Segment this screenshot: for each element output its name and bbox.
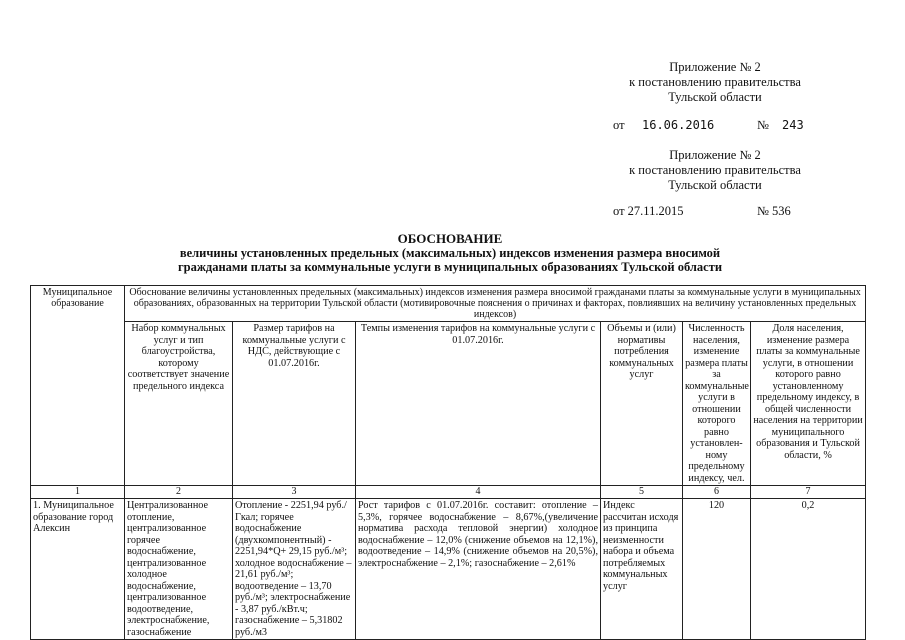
order-original-date-line: от 27.11.2015 [613,204,684,218]
header-share: Доля населения, изменение размера платы за коммунальные услуги, в отношении которого равно установленному предельному индексу, в общей численности населения на территории муниципального образования и Тульской области, % [751,322,866,486]
document-title [150,232,750,274]
cell-population: 120 [683,499,751,640]
appendix-current-line3: Тульской области [668,90,762,104]
header-group-justification: Обоснование величины установленных предельных (максимальных) индексов изменения размера вносимой гражданами платы за коммунальные услуги в муниципальных образованиях, образованных на территории Тульской области (мотивировочные пояснения о причинах и факторах, повлиявших на величину установленных предельных индексов) [125,286,866,322]
appendix-original-line3: Тульской области [668,178,762,192]
title-line3: гражданами платы за коммунальные услуги в муниципальных образованиях Тульской области [177,260,723,274]
appendix-original-line1: Приложение № 2 [669,148,761,162]
cell-services: Централизованное отопление, централизованное горячее водоснабжение, централизованное холодное водоснабжение, централизованное водоотведение, электроснабжение, газоснабжение [125,499,233,640]
appendix-current-block [590,60,840,105]
header-rates: Темпы изменения тарифов на коммунальные услуги с 01.07.2016г. [356,322,601,486]
cell-volumes: Индекс рассчитан исходя из принципа неизменности набора и объема потребляемых коммунальных услуг [601,499,683,640]
cell-tariffs: Отопление - 2251,94 руб./Гкал; горячее водоснабжение (двухкомпонентный) - 2251,94*Q+ 29,15 руб./м³; холодное водоснабжение – 21,61 руб./м³; водоотведение – 13,70 руб./м³; электроснабжение - 3,87 руб./кВт.ч; газоснабжение – 5,31802 руб./м3 [233,499,356,640]
order-current-date: 16.06.2016 [642,118,715,132]
order-current-from-label: от [613,118,625,132]
column-number: 1 [31,486,125,499]
column-number: 7 [751,486,866,499]
header-municipality: Муниципальное образование [31,286,125,486]
title-line2: величины установленных предельных (максимальных) индексов изменения размера вносимой [179,246,721,260]
header-services: Набор коммунальных услуг и тип благоустройства, которому соответствует значение предельного индекса [125,322,233,486]
cell-rates: Рост тарифов с 01.07.2016г. составит: отопление – 5,3%, горячее водоснабжение – 8,67%,(увеличение норматива расхода тепловой энергии) холодное водоснабжение – 12,0% (снижение объемов на 12,1%), водоотведение – 14,9% (снижение объемов на 20,5%), электроснабжение – 2,1%; газоснабжение – 2,61% [356,499,601,640]
header-population: Численность населения, изменение размера платы за коммунальные услуги в отношении которого равно установлен-ному предельному индексу, чел. [683,322,751,486]
title-heading: ОБОСНОВАНИЕ [397,231,503,246]
table-header-row-2 [31,322,866,486]
cell-municipality: 1. Муниципальное образование город Алексин [31,499,125,640]
column-number: 4 [356,486,601,499]
justification-table [30,285,866,640]
column-number: 5 [601,486,683,499]
column-number: 3 [233,486,356,499]
appendix-original-block [590,148,840,193]
order-current-number: 243 [782,118,804,132]
appendix-original-line2: к постановлению правительства [629,163,801,177]
table-column-numbers [31,486,866,499]
order-current-number-label: № [757,118,769,132]
order-original-number-line: № 536 [757,204,791,218]
column-number: 6 [683,486,751,499]
header-tariffs: Размер тарифов на коммунальные услуги с НДС, действующие с 01.07.2016г. [233,322,356,486]
table-row [31,499,866,640]
column-number: 2 [125,486,233,499]
table-header-row-1 [31,286,866,322]
header-volumes: Объемы и (или) нормативы потребления коммунальных услуг [601,322,683,486]
appendix-current-line1: Приложение № 2 [669,60,761,74]
appendix-current-line2: к постановлению правительства [629,75,801,89]
cell-share: 0,2 [751,499,866,640]
